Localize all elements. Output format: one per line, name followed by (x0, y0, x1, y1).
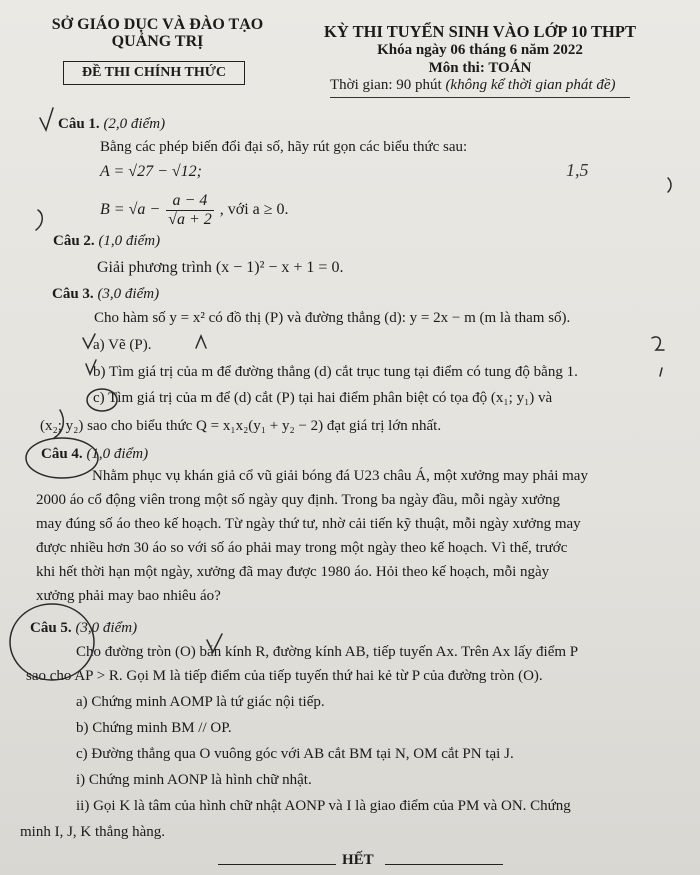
official-exam-label: ĐỀ THI CHÍNH THỨC (63, 61, 245, 85)
q5-part-c-ii-line2: minh I, J, K thẳng hàng. (20, 824, 165, 840)
q5-line-2: sao cho AP > R. Gọi M là tiếp điểm của tiếp tuyến thứ hai kẻ từ P của đường tròn (O). (26, 668, 543, 684)
q5-part-c-ii-line1: ii) Gọi K là tâm của hình chữ nhật AONP và I là giao điểm của PM và ON. Chứng (76, 798, 571, 814)
exam-time (330, 77, 615, 94)
q3-part-c-line1: c) Tìm giá trị của m để (d) cắt (P) tại hai điểm phân biệt có tọa độ (x₁; y₁) và (93, 390, 553, 406)
q4-line-6: xưởng phải may bao nhiêu áo? (36, 588, 221, 604)
exam-time-note: (không kể thời gian phát đề) (445, 77, 616, 93)
q4-points: (1,0 điểm) (86, 446, 149, 462)
q5-line-1: Cho đường tròn (O) bán kính R, đường kính AB, tiếp tuyến Ax. Trên Ax lấy điểm P (76, 644, 579, 660)
caret-mark-q3a (196, 336, 206, 348)
checkmark-q1 (40, 108, 53, 130)
q1-title: Câu 1. (58, 116, 100, 132)
q1-fraction (166, 192, 214, 229)
q5-part-a: a) Chứng minh AOMP là tứ giác nội tiếp. (76, 694, 325, 710)
q5-part-b: b) Chứng minh BM // OP. (76, 720, 232, 736)
q5-part-c-i: i) Chứng minh AONP là hình chữ nhật. (76, 772, 312, 788)
q4-line-5: khi hết thời hạn một ngày, xưởng đã may được 1980 áo. Hỏi theo kế hoạch, mỗi ngày (36, 564, 550, 580)
handwritten-score-note: 1,5 (566, 160, 589, 180)
q3-points: (3,0 điểm) (97, 286, 160, 302)
q3-title: Câu 3. (52, 286, 94, 302)
paren-mark-q1 (668, 178, 671, 192)
footer-rule-left (218, 864, 336, 865)
two-mark-q3 (652, 337, 664, 350)
footer-rule-right (385, 864, 503, 865)
q4-line-2: 2000 áo cổ động viên trong một số ngày quy định. Trong ba ngày đầu, mỗi ngày xưởng (36, 492, 560, 508)
province-name: QUẢNG TRỊ (111, 33, 204, 50)
q4-line-3: may đúng số áo theo kế hoạch. Từ ngày thứ tư, nhờ cải tiến kỹ thuật, mỗi ngày xưởng may (36, 516, 581, 532)
q3-heading (52, 286, 159, 303)
q2-heading (53, 233, 160, 250)
q2-points: (1,0 điểm) (98, 233, 161, 249)
exam-subject: Môn thi: TOÁN (428, 60, 532, 76)
q1-fraction-denominator: √a + 2 (168, 211, 212, 228)
q1-heading (58, 116, 165, 133)
q5-title: Câu 5. (30, 620, 72, 636)
q3-part-b: b) Tìm giá trị của m để đường thẳng (d) cắt trục tung tại điểm có tung độ bằng 1. (93, 364, 578, 380)
q5-points: (3,0 điểm) (75, 620, 138, 636)
q5-heading (30, 620, 137, 637)
q3-intro: Cho hàm số y = x² có đồ thị (P) và đường thẳng (d): y = 2x − m (m là tham số). (94, 310, 571, 326)
end-marker: HẾT (342, 852, 374, 868)
tick-mark-q3b (660, 368, 662, 376)
q3-part-a: a) Vẽ (P). (93, 337, 152, 353)
q4-line-1: Nhằm phục vụ khán giả cổ vũ giải bóng đá U23 châu Á, một xưởng may phải may (92, 468, 588, 484)
q4-line-4: được nhiều hơn 30 áo so với số áo phải may trong một ngày theo kế hoạch. Vì thế, trước (36, 540, 568, 556)
q1-expression-a: A = √27 − √12; (100, 163, 202, 180)
q4-heading (41, 446, 148, 463)
q1-fraction-numerator: a − 4 (166, 192, 214, 211)
q3-part-c-line2: (x₂; y₂) sao cho biểu thức Q = x₁x₂(y₁ + y₂ − 2) đạt giá trị lớn nhất. (40, 418, 442, 434)
exam-time-prefix: Thời gian: 90 phút (330, 77, 446, 93)
q1-intro: Bằng các phép biến đổi đại số, hãy rút gọn các biểu thức sau: (100, 139, 468, 155)
q1-expression-b (100, 192, 289, 229)
header-divider (330, 97, 630, 98)
department-name: SỞ GIÁO DỤC VÀ ĐÀO TẠO (51, 16, 264, 33)
q2-title: Câu 2. (53, 233, 95, 249)
exam-title: KỲ THI TUYỂN SINH VÀO LỚP 10 THPT (324, 22, 636, 41)
hook-mark-q2 (36, 210, 42, 230)
q1-expression-b-left: B = √a − (100, 201, 165, 219)
q1-points: (2,0 điểm) (103, 116, 166, 132)
q1-expression-b-right: , với a ≥ 0. (219, 201, 289, 219)
q5-part-c: c) Đường thẳng qua O vuông góc với AB cắt BM tại N, OM cắt PN tại J. (76, 746, 514, 762)
q4-title: Câu 4. (41, 446, 83, 462)
q2-text: Giải phương trình (x − 1)² − x + 1 = 0. (97, 259, 344, 276)
exam-date: Khóa ngày 06 tháng 6 năm 2022 (377, 42, 583, 58)
